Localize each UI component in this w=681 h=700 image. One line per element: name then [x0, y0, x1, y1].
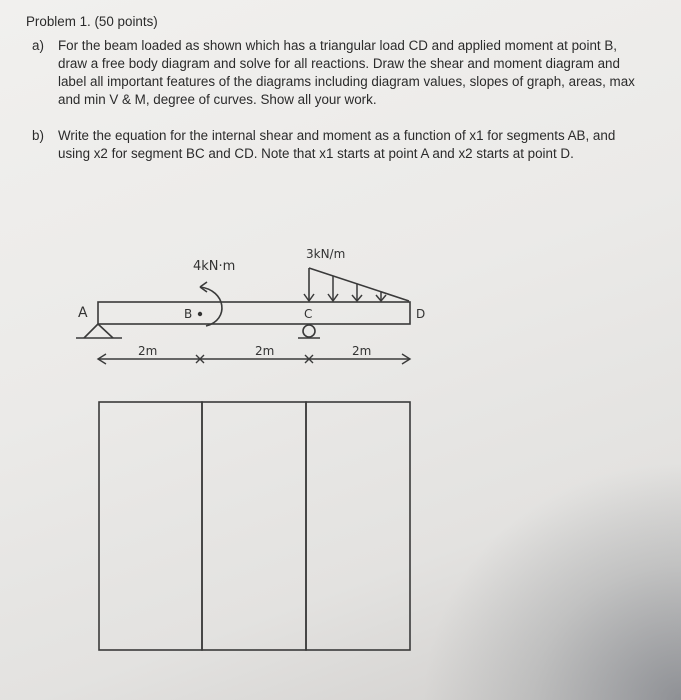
answer-box-ab [99, 402, 202, 650]
answer-box-bc [202, 402, 306, 650]
moment-label: 4kN·m [193, 259, 236, 274]
part-b-label: b) [32, 128, 44, 143]
span-bc-label: 2m [255, 344, 275, 358]
answer-box-cd [306, 402, 410, 650]
problem-title: Problem 1. (50 points) [26, 14, 158, 29]
part-a-text: For the beam loaded as shown which has a triangular load CD and applied moment at point B, draw a free body diagram and solve for all reactions. Draw the shear and moment diagram and label all important features of the diagrams including diagram values, slopes of graph, areas, max and min V & M, degree of curves. Show all your work. [58, 38, 635, 107]
point-a-label: A [78, 305, 88, 321]
moment-arrow-icon [200, 282, 222, 326]
part-a-label: a) [32, 38, 44, 53]
diagram-answer-boxes [99, 402, 410, 650]
span-ab-label: 2m [138, 344, 158, 358]
roller-support-c [298, 325, 320, 338]
part-b-text: Write the equation for the internal shear and moment as a function of x1 for segments AB, and using x2 for segment BC and CD. Note that x1 starts at point A and x2 starts at point D. [58, 128, 616, 161]
triangular-load [304, 268, 409, 301]
load-label: 3kN/m [306, 247, 346, 261]
point-d-label: D [416, 307, 426, 321]
point-c-label: C [304, 307, 313, 321]
pin-support-a [76, 324, 122, 338]
point-b-label: B [184, 307, 193, 321]
span-cd-label: 2m [352, 344, 372, 358]
beam [98, 302, 410, 324]
point-b-dot [198, 312, 202, 316]
